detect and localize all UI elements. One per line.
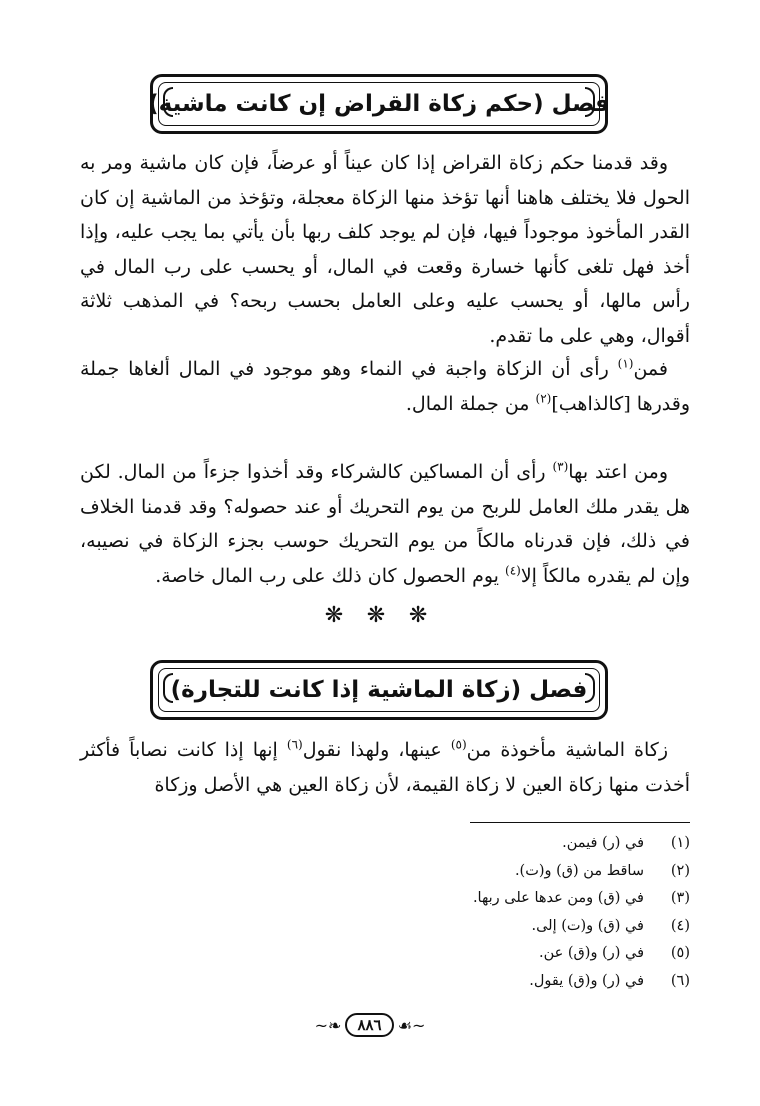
footnote-marker: (٥)	[450, 737, 467, 752]
section-separator: ❋ ❋ ❋	[324, 603, 436, 628]
footnote	[300, 885, 690, 913]
footnote-number: (١)	[670, 835, 690, 851]
text-run: ومن اعتد بها	[568, 461, 669, 483]
footnote-number: (٥)	[670, 945, 690, 961]
footnote-marker: (٢)	[535, 391, 552, 406]
section-title: فصل (زكاة الماشية إذا كانت للتجارة)	[170, 677, 588, 703]
footnote-number: (٤)	[670, 917, 690, 934]
paragraph-text	[80, 733, 690, 802]
text-run: إنها إذا كانت نصاباً فأكثر أخذت منها زكاة العين لا زكاة القيمة، لأن زكاة العين هي الأصل وزكاة	[80, 739, 690, 796]
footnote-text: في (ر) و(ق) عن.	[538, 945, 644, 961]
paragraph	[80, 146, 690, 353]
footnote	[300, 830, 690, 858]
footnote-number: (٢)	[670, 862, 690, 879]
footnotes-list	[300, 830, 690, 995]
footnote-number: (٦)	[670, 972, 690, 989]
footnote-text: ساقط من (ق) و(ت).	[514, 862, 644, 879]
page-number: ٨٨٦	[345, 1013, 393, 1037]
footnote-marker: (١)	[617, 356, 634, 371]
footnote-text: في (ق) و(ت) إلى.	[531, 917, 644, 934]
footnote	[300, 858, 690, 886]
paragraph-text: وقد قدمنا حكم زكاة القراض إذا كان عيناً أو عرضاً، فإن كان ماشية ومر به الحول فلا يختلف هاهنا أنها تؤخذ منها الزكاة معجلة، وتؤخذ من الماشية إن كان القدر المأخوذ موجوداً فيها، فإن لم يوجد كلف ربها بأن يأتي بما يجب عليه، وإذا أخذ فهل تلغى كأنها خسارة وقعت في المال، أو يحسب على رب المال في رأس مالها، أو يحسب عليه وعلى العامل بحسب ربحه؟ في المذهب ثلاثة أقوال، وهي على ما تقدم.	[80, 152, 690, 347]
footnote-number: (٣)	[670, 890, 690, 906]
footnote-marker: (٦)	[286, 737, 303, 752]
paragraph-text	[80, 352, 690, 421]
text-run: رأى أن الزكاة واجبة في النماء وهو موجود في المال ألغاها جملة وقدرها [كالذاهب]	[80, 358, 690, 415]
paragraph-text	[80, 455, 690, 593]
footnote-text: في (ر) فيمن.	[562, 835, 644, 851]
footnote	[300, 913, 690, 941]
paragraph	[80, 352, 690, 421]
paragraph	[80, 733, 690, 802]
ornament-right-icon: ☙~	[397, 1015, 426, 1035]
footnote	[300, 968, 690, 996]
footnote-divider	[470, 822, 690, 823]
section-heading-frame	[150, 660, 608, 720]
text-run: من جملة المال.	[405, 392, 530, 415]
footnote-text: في (ق) ومن عدها على ربها.	[472, 890, 644, 906]
paragraph	[80, 455, 690, 593]
footnote-text: في (ر) و(ق) يقول.	[529, 972, 644, 989]
text-run: عينها، ولهذا نقول	[302, 739, 442, 761]
footnote-marker: (٣)	[552, 459, 569, 474]
text-run: فمن	[633, 358, 668, 380]
footnote	[300, 940, 690, 968]
section-heading-frame	[150, 74, 608, 134]
page-number-ornament	[310, 1008, 430, 1042]
footnote-marker: (٤)	[505, 563, 521, 578]
text-run: رأى أن المساكين كالشركاء وقد أخذوا جزءاً من المال. لكن هل يقدر ملك العامل للربح من يوم التحريك أو عند حصوله؟ وقد قدمنا الخلاف في ذلك، فإن قدرناه مالكاً من يوم التحريك حوسب بجزء الزكاة في نصيبه، وإن لم يقدره مالكاً إلا	[80, 461, 690, 587]
ornament-left-icon: ~❧	[314, 1015, 342, 1035]
text-run: يوم الحصول كان ذلك على رب المال خاصة.	[155, 564, 499, 587]
section-title: فصل (حكم زكاة القراض إن كانت ماشية)	[148, 91, 610, 117]
text-run: زكاة الماشية مأخوذة من	[466, 739, 668, 761]
